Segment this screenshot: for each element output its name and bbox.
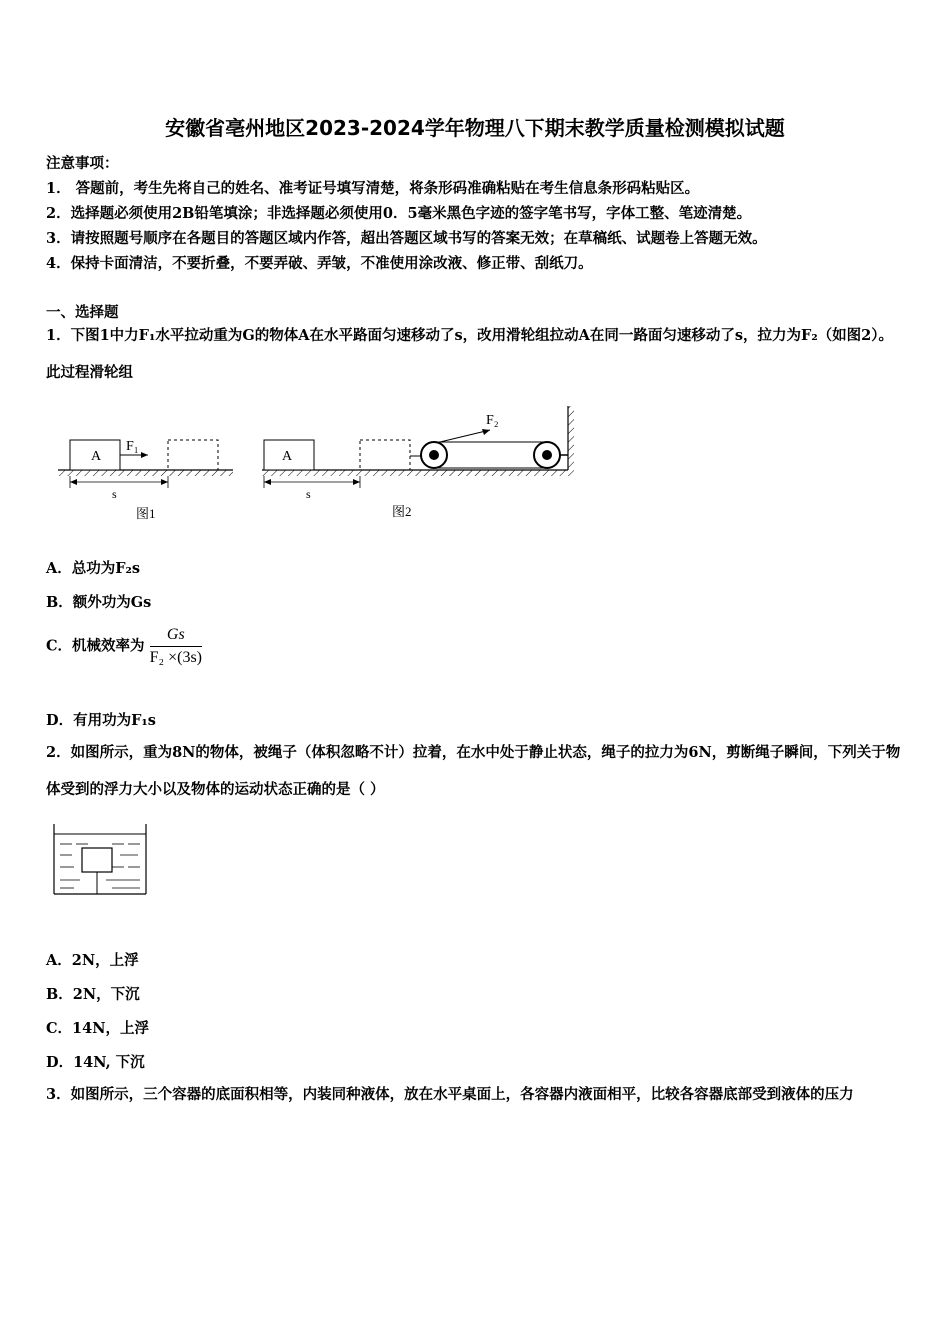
question-2-option-a: A．2N，上浮 [46,952,139,969]
question-2-option-d: D．14N, 下沉 [46,1054,145,1071]
distance-label: s [306,487,311,501]
page-title: 安徽省亳州地区2023-2024学年物理八下期末教学质量检测模拟试题 [165,116,785,140]
question-1-option-a: A．总功为F₂s [46,560,141,577]
notice-heading: 注意事项： [46,155,119,172]
figure-2 [262,406,574,519]
option-c-label: C．机械效率为 [46,637,145,655]
moved-block-outline [168,440,218,470]
moved-block-outline [360,440,410,470]
block-label: A [91,449,102,464]
force-label: F₁ [126,439,139,454]
wall [568,406,574,476]
figure-caption: 图1 [136,506,156,521]
block-label: A [282,449,293,464]
question-1-text: 1．下图1中力F₁水平拉动重为G的物体A在水平路面匀速移动了s，改用滑轮组拉动A在同一路面匀速移动了s，拉力为F₂（如图2）。此过程滑轮组 [46,327,894,381]
efficiency-fraction [150,626,202,667]
notice-item: 4．保持卡面清洁，不要折叠，不要弄破、弄皱，不准使用涂改液、修正带、刮纸刀。 [46,255,593,272]
notice-item: 3．请按照题号顺序在各题目的答题区域内作答，超出答题区域书写的答案无效；在草稿纸、试题卷上答题无效。 [46,230,767,247]
submerged-object [82,848,112,872]
fraction-numerator: Gs [150,626,202,647]
question-2-text: 2．如图所示，重为8N的物体，被绳子（体积忽略不计）拉着，在水中处于静止状态，绳子的拉力为6N，剪断绳子瞬间，下列关于物体受到的浮力大小以及物体的运动状态正确的是（ ） [46,744,901,798]
figure-caption: 图2 [392,504,412,519]
question-1-option-c [46,626,202,667]
force-label: F₂ [486,413,499,428]
section-heading: 一、选择题 [46,304,119,321]
question-1-option-d: D．有用功为F₁s [46,712,156,729]
force-arrow [440,430,490,442]
question-1-figure [50,400,580,530]
notice-item: 1． 答题前，考生先将自己的姓名、准考证号填写清楚，将条形码准确粘贴在考生信息条形码粘贴区。 [46,180,700,197]
question-2-figure [50,822,150,898]
distance-label: s [112,487,117,501]
question-1-option-b: B．额外功为Gs [46,594,152,611]
notice-item: 2．选择题必须使用2B铅笔填涂；非选择题必须使用0．5毫米黑色字迹的签字笔书写，字体工整、笔迹清楚。 [46,205,752,222]
question-2-option-c: C．14N，上浮 [46,1020,149,1037]
question-2-option-b: B．2N，下沉 [46,986,140,1003]
figure-1 [58,439,233,521]
fraction-denominator: F₂ ×(3s) [149,649,202,666]
question-3-text: 3．如图所示，三个容器的底面积相等，内装同种液体，放在水平桌面上，各容器内液面相平，比较各容器底部受到液体的压力 [46,1086,854,1103]
